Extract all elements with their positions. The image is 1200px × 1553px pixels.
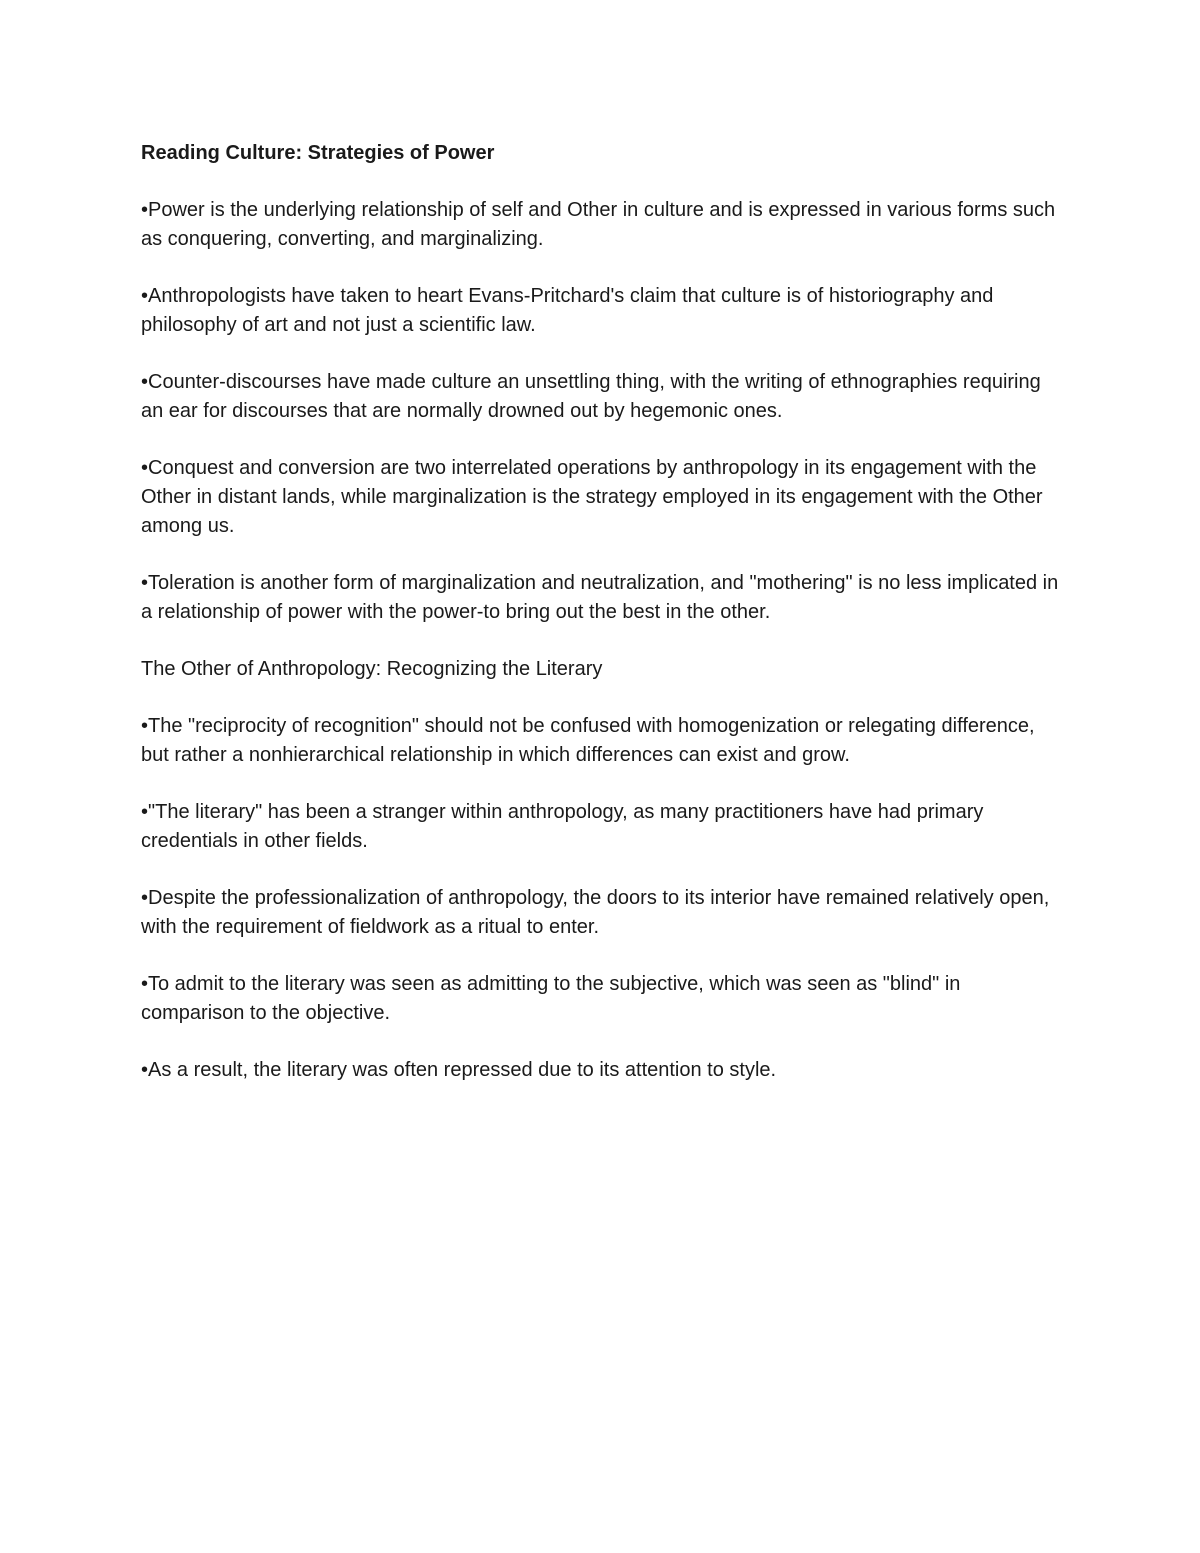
bullet-paragraph: •The "reciprocity of recognition" should not be confused with homogenization or relegating difference, but rather a nonhierarchical relationship in which differences can exist and grow. xyxy=(141,715,1035,766)
section-title: The Other of Anthropology: Recognizing the Literary xyxy=(141,658,603,680)
bullet-paragraph: •Despite the professionalization of anthropology, the doors to its interior have remained relatively open, with the requirement of fieldwork as a ritual to enter. xyxy=(141,887,1050,938)
bullet-paragraph: •Counter-discourses have made culture an unsettling thing, with the writing of ethnographies requiring an ear for discourses that are normally drowned out by hegemonic ones. xyxy=(141,371,1041,422)
bullet-paragraph: •To admit to the literary was seen as admitting to the subjective, which was seen as "blind" in comparison to the objective. xyxy=(141,973,961,1024)
bullet-paragraph: •Toleration is another form of marginalization and neutralization, and "mothering" is no less implicated in a relationship of power with the power-to bring out the best in the other. xyxy=(141,572,1059,623)
bullet-paragraph: •Conquest and conversion are two interrelated operations by anthropology in its engagement with the Other in distant lands, while marginalization is the strategy employed in its engagement with the Other among us. xyxy=(141,457,1043,537)
bullet-paragraph: •"The literary" has been a stranger within anthropology, as many practitioners have had primary credentials in other fields. xyxy=(141,801,984,852)
bullet-paragraph: •Power is the underlying relationship of self and Other in culture and is expressed in various forms such as conquering, converting, and marginalizing. xyxy=(141,199,1056,250)
document-page xyxy=(141,139,1061,1113)
bullet-paragraph: •Anthropologists have taken to heart Evans-Pritchard's claim that culture is of historiography and philosophy of art and not just a scientific law. xyxy=(141,285,994,336)
document-title: Reading Culture: Strategies of Power xyxy=(141,142,495,164)
bullet-paragraph: •As a result, the literary was often repressed due to its attention to style. xyxy=(141,1059,777,1081)
